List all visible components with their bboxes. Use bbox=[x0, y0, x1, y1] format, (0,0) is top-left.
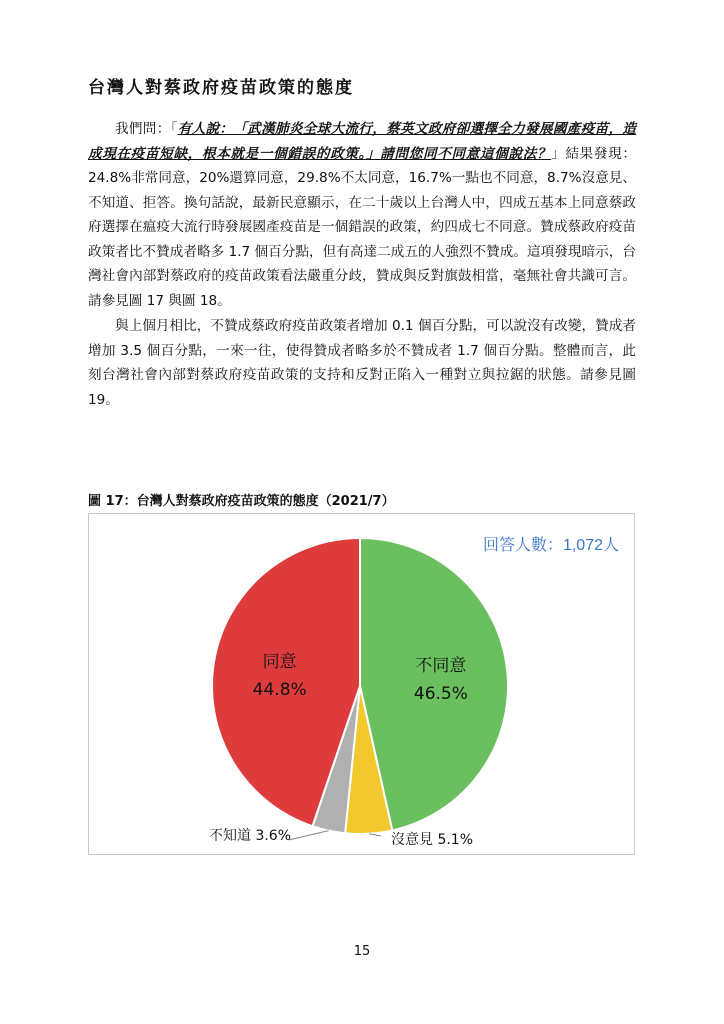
slice-value-disagree: 46.5% bbox=[413, 684, 468, 705]
pie-chart bbox=[89, 514, 634, 854]
slice-label-agree: 同意 bbox=[262, 651, 297, 672]
paragraph-results: 」結果發現：24.8%非常同意，20%還算同意，29.8%不太同意，16.7%一點也不同意，8.7%沒意見、不知道、拒答。換句話說，最新民意顯示，在二十歲以上台灣人中，四成五基本上同意蔡政府選擇在瘟疫大流行時發展國產疫苗是一個錯誤的政策，約四成七不同意。贊成蔡政府疫苗政策者比不贊成者略多 1.7 個百分點，但有高達二成五的人強烈不贊成。這項發現暗示，台灣社會內部對蔡政府的疫苗政策看法嚴重分歧，贊成與反對旗鼓相當，毫無社會共識可言。請參見圖 17 與圖 18。 bbox=[88, 145, 637, 309]
pie-chart-frame bbox=[88, 513, 635, 855]
callout-line-dont-know bbox=[289, 831, 329, 840]
slice-value-agree: 44.8% bbox=[252, 679, 307, 700]
figure-caption: 圖 17：台灣人對蔡政府疫苗政策的態度（2021/7） bbox=[88, 494, 395, 509]
slice-callout-no-opinion: 沒意見 5.1% bbox=[391, 832, 474, 848]
slice-label-disagree: 不同意 bbox=[415, 656, 467, 677]
paragraph-monthly-comparison: 與上個月相比，不贊成蔡政府疫苗政策者增加 0.1 個百分點，可以說沒有改變，贊成者增加 3.5 個百分點，一來一往，使得贊成者略多於不贊成者 1.7 個百分點。整體而言，此刻台灣社會內部對蔡政府疫苗政策的支持和反對正陷入一種對立與拉鋸的狀態。請參見圖 19。 bbox=[88, 318, 636, 408]
paragraph-survey-question bbox=[88, 117, 636, 313]
paragraph-lead: 我們問：「 bbox=[115, 121, 178, 137]
page-number: 15 bbox=[353, 944, 371, 959]
survey-question-quote: 有人說：「武漢肺炎全球大流行，蔡英文政府卻選擇全力發展國產疫苗，造成現在疫苗短缺，根本就是一個錯誤的政策。」請問您同不同意這個說法？ bbox=[88, 121, 636, 162]
slice-callout-dont-know: 不知道 3.6% bbox=[209, 828, 292, 844]
respondent-count-annotation: 回答人數：1,072人 bbox=[482, 537, 619, 554]
section-title: 台灣人對蔡政府疫苗政策的態度 bbox=[88, 78, 354, 98]
